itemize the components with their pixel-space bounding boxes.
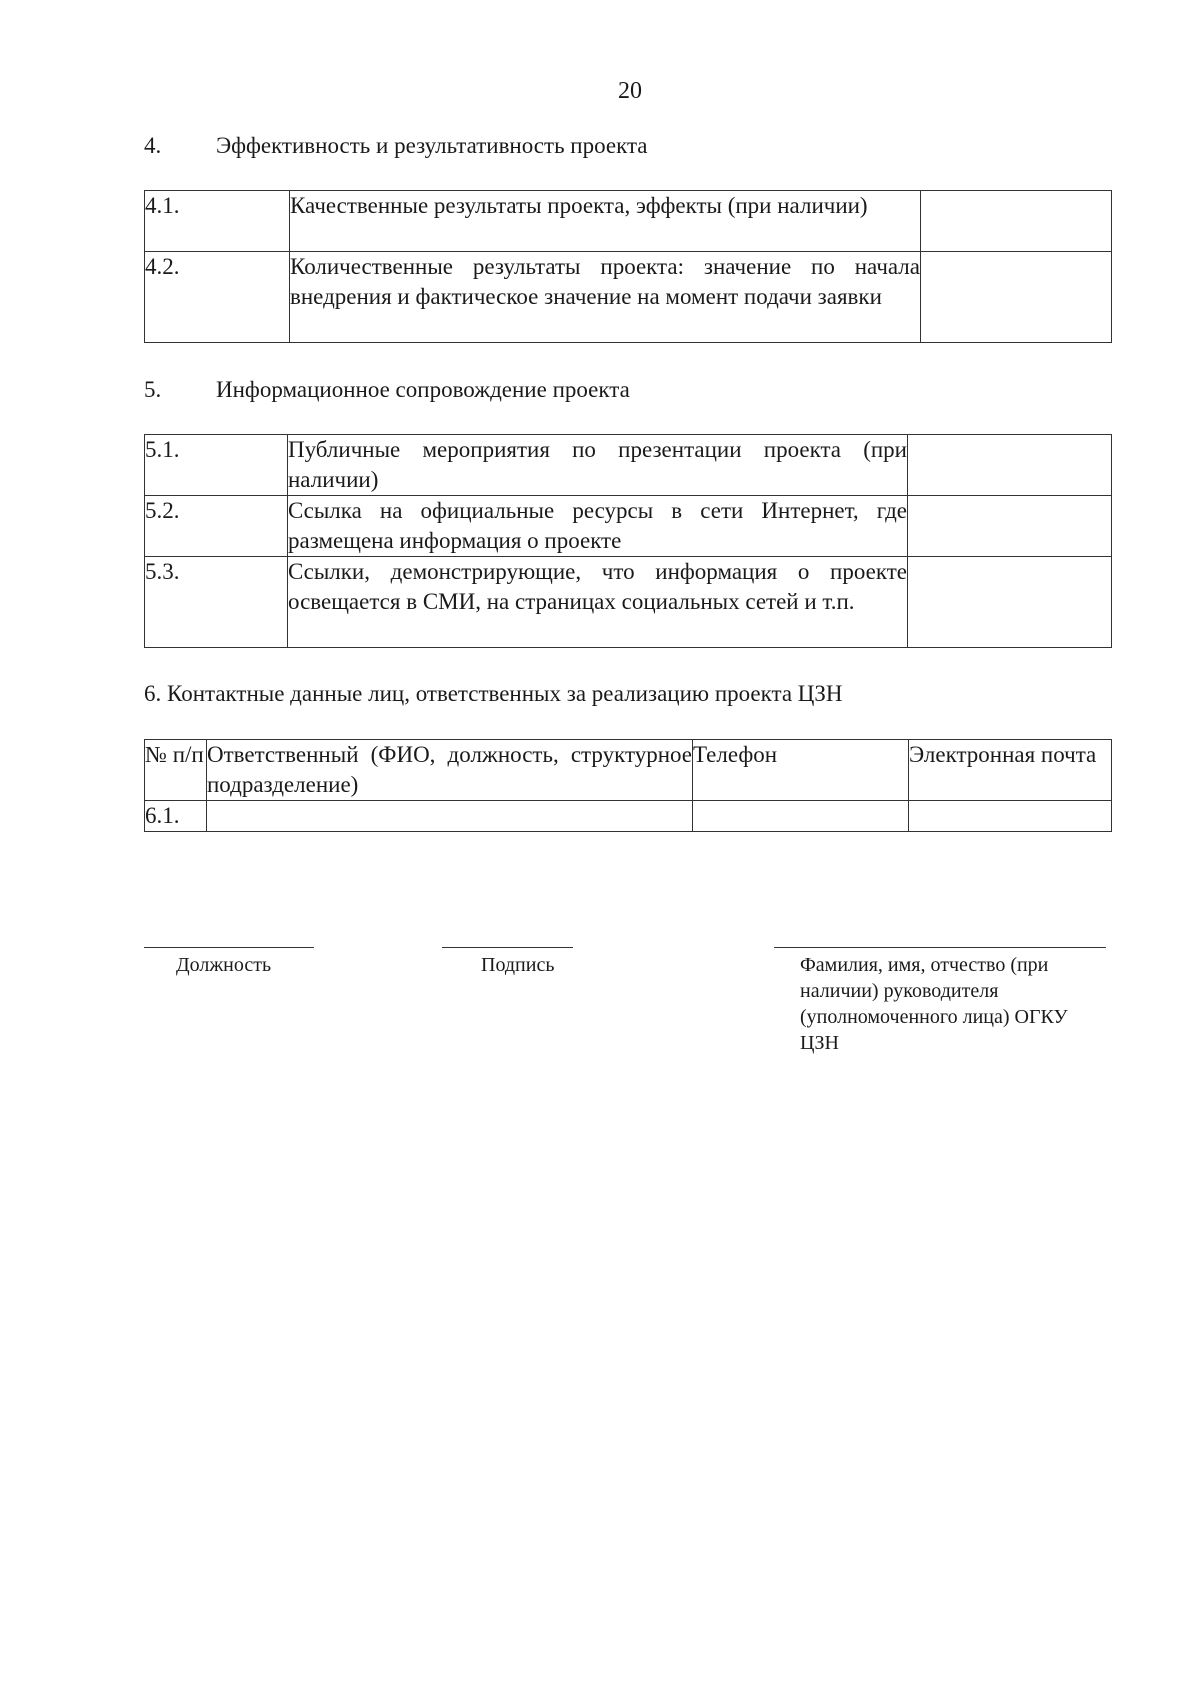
section-4-table xyxy=(144,190,1112,343)
contact-responsible-cell[interactable] xyxy=(207,801,693,832)
row-number: 4.2. xyxy=(145,252,290,343)
table-row xyxy=(145,435,1112,496)
section-5-title: Информационное сопровождение проекта xyxy=(216,377,630,402)
signature-label: Подпись xyxy=(481,954,555,976)
contact-phone-cell[interactable] xyxy=(693,801,909,832)
row-value-cell[interactable] xyxy=(908,435,1112,496)
row-number: 5.1. xyxy=(145,435,288,496)
header-email: Электронная почта xyxy=(909,740,1112,801)
table-row xyxy=(145,252,1112,343)
signature-line xyxy=(442,947,573,948)
row-number: 5.3. xyxy=(145,557,288,648)
header-number: № п/п xyxy=(145,740,207,801)
section-6-heading: 6. Контактные данные лиц, ответственных за реализацию проекта ЦЗН xyxy=(144,681,843,706)
row-value-cell[interactable] xyxy=(908,496,1112,557)
row-value-cell[interactable] xyxy=(908,557,1112,648)
row-text: Публичные мероприятия по презентации проекта (при наличии) xyxy=(288,435,908,496)
table-row xyxy=(145,557,1112,648)
table-row xyxy=(145,191,1112,252)
row-number: 5.2. xyxy=(145,496,288,557)
contact-row-number: 6.1. xyxy=(145,801,207,832)
contact-email-cell[interactable] xyxy=(909,801,1112,832)
row-number: 4.1. xyxy=(145,191,290,252)
section-4-title: Эффективность и результативность проекта xyxy=(216,133,648,158)
row-text: Ссылки, демонстрирующие, что информация о проекте освещается в СМИ, на страницах социальных сетей и т.п. xyxy=(288,557,908,648)
header-phone: Телефон xyxy=(693,740,909,801)
position-label: Должность xyxy=(176,954,272,976)
section-4-number: 4. xyxy=(144,133,162,158)
row-text: Качественные результаты проекта, эффекты (при наличии) xyxy=(290,191,921,252)
section-5-table xyxy=(144,434,1112,648)
contacts-table xyxy=(144,739,1112,832)
section-5-heading xyxy=(144,375,630,405)
name-signature-line xyxy=(774,947,1106,948)
table-row xyxy=(145,801,1112,832)
table-row xyxy=(145,496,1112,557)
row-value-cell[interactable] xyxy=(921,252,1112,343)
contacts-header-row xyxy=(145,740,1112,801)
row-value-cell[interactable] xyxy=(921,191,1112,252)
name-label: Фамилия, имя, отчество (при наличии) руководителя (уполномоченного лица) ОГКУ ЦЗН xyxy=(800,954,1068,1054)
section-5-number: 5. xyxy=(144,377,162,402)
page-number: 20 xyxy=(618,78,642,104)
row-text: Ссылка на официальные ресурсы в сети Интернет, где размещена информация о проекте xyxy=(288,496,908,557)
header-responsible: Ответственный (ФИО, должность, структурное подразделение) xyxy=(207,740,693,801)
row-text: Количественные результаты проекта: значение по начала внедрения и фактическое значение на момент подачи заявки xyxy=(290,252,921,343)
position-signature-line xyxy=(144,947,314,948)
section-4-heading xyxy=(144,131,648,161)
